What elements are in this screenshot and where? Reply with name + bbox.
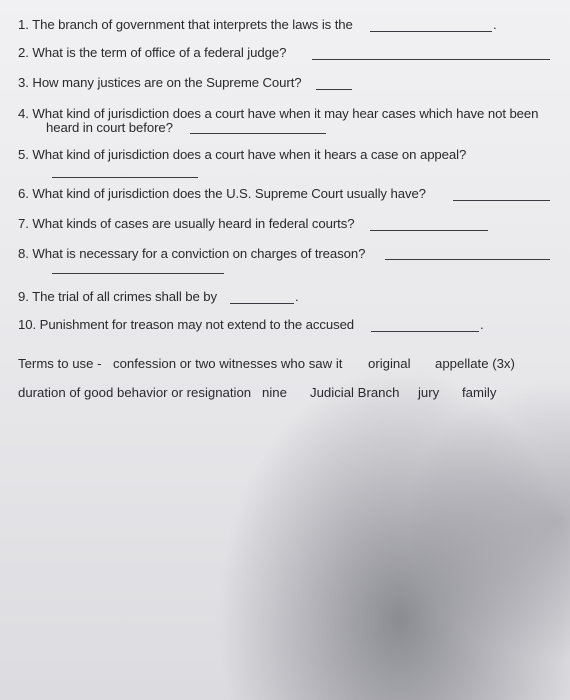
term-item: original [368, 356, 411, 371]
question-text: What kind of jurisdiction does the U.S. Supreme Court usually have? [32, 186, 426, 201]
question-4-continuation: heard in court before? [46, 120, 173, 135]
term-item: Judicial Branch [310, 385, 400, 400]
question-8 [18, 246, 365, 261]
answer-blank-3[interactable] [316, 89, 352, 90]
answer-blank-10[interactable] [371, 331, 479, 332]
question-7 [18, 216, 354, 231]
question-number: 6. [18, 186, 29, 201]
answer-blank-8[interactable] [385, 259, 550, 260]
answer-blank-6[interactable] [453, 200, 550, 201]
term-item: duration of good behavior or resignation [18, 385, 252, 400]
question-text: What kind of jurisdiction does a court have when it may hear cases which have not been [32, 106, 539, 121]
question-number: 1. [18, 17, 29, 32]
question-tail: . [493, 17, 497, 32]
question-number: 10. [18, 317, 37, 332]
question-number: 8. [18, 246, 29, 261]
question-text: What is necessary for a conviction on charges of treason? [32, 246, 366, 261]
answer-blank-7[interactable] [370, 230, 488, 231]
question-text: What is the term of office of a federal judge? [32, 45, 287, 60]
question-number: 4. [18, 106, 29, 121]
question-number: 7. [18, 216, 29, 231]
answer-blank-8b[interactable] [52, 273, 224, 274]
question-number: 5. [18, 147, 29, 162]
question-5 [18, 147, 466, 162]
question-text: How many justices are on the Supreme Court? [32, 75, 302, 90]
term-item: appellate (3x) [435, 356, 515, 371]
question-number: 9. [18, 289, 29, 304]
question-text: The trial of all crimes shall be by [32, 289, 218, 304]
question-6 [18, 186, 426, 201]
question-text: Punishment for treason may not extend to the accused [39, 317, 355, 332]
question-1 [18, 17, 353, 32]
answer-blank-5[interactable] [52, 177, 198, 178]
answer-blank-4[interactable] [190, 133, 326, 134]
question-text: The branch of government that interprets the laws is the [32, 17, 353, 32]
term-item: nine [262, 385, 287, 400]
terms-label: Terms to use - [18, 356, 102, 371]
question-10 [18, 317, 354, 332]
question-tail: . [480, 317, 484, 332]
question-number: 3. [18, 75, 29, 90]
term-item: jury [418, 385, 440, 400]
question-4 [18, 106, 538, 121]
question-tail: . [295, 289, 299, 304]
question-3 [18, 75, 302, 90]
answer-blank-2[interactable] [312, 59, 550, 60]
question-9 [18, 289, 217, 304]
answer-blank-9[interactable] [230, 303, 294, 304]
question-2 [18, 45, 286, 60]
answer-blank-1[interactable] [370, 31, 492, 32]
question-text: What kind of jurisdiction does a court have when it hears a case on appeal? [32, 147, 467, 162]
question-text: What kinds of cases are usually heard in federal courts? [32, 216, 355, 231]
question-number: 2. [18, 45, 29, 60]
term-item: confession or two witnesses who saw it [113, 356, 343, 371]
term-item: family [462, 385, 497, 400]
